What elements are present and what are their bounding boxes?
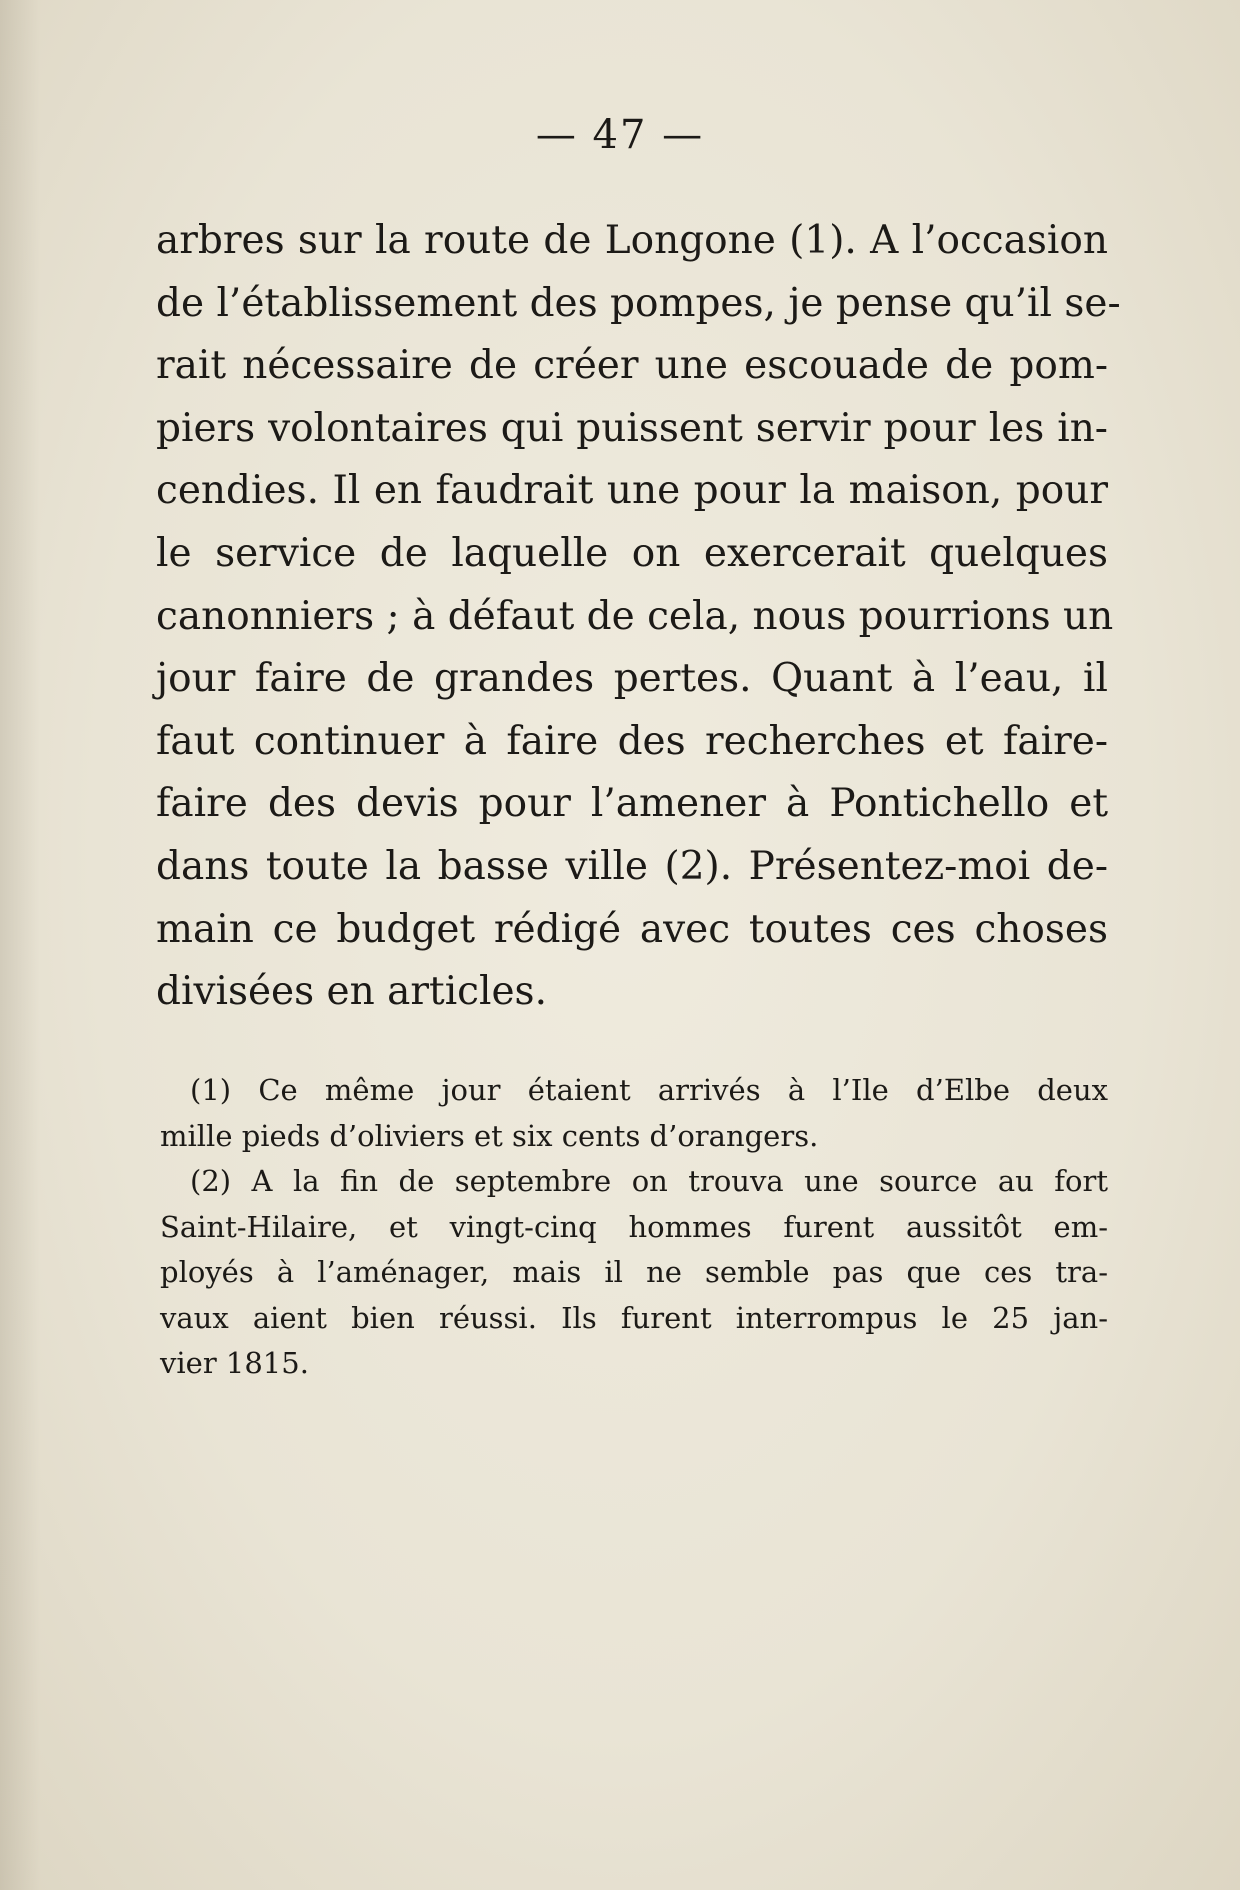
page-edge-shadow <box>0 0 40 1890</box>
paragraph-line: canonniers ; à défaut de cela, nous pourrions un <box>156 593 1114 639</box>
paragraph-line: rait nécessaire de créer une escouade de pom- <box>156 343 1108 389</box>
footnote-2-line: vier 1815. <box>160 1346 309 1380</box>
main-paragraph <box>156 210 1121 1024</box>
footnote-2-line: Saint-Hilaire, et vingt-cinq hommes furent aussitôt em- <box>160 1209 1108 1244</box>
paragraph-line: divisées en articles. <box>156 969 547 1015</box>
paragraph-line: de l’établissement des pompes, je pense qu’il se- <box>156 280 1121 326</box>
footnote-1-line: (1) Ce même jour étaient arrivés à l’Ile d’Elbe deux <box>190 1073 1108 1107</box>
paragraph-line: cendies. Il en faudrait une pour la maison, pour <box>156 468 1108 514</box>
paragraph-line: faire des devis pour l’amener à Pontichello et <box>156 781 1108 827</box>
footnote-2-line: vaux aient bien réussi. Ils furent interrompus le 25 jan- <box>160 1300 1108 1335</box>
paragraph-line: dans toute la basse ville (2). Présentez-moi de- <box>156 843 1108 889</box>
paragraph-line: jour faire de grandes pertes. Quant à l’eau, il <box>156 656 1108 702</box>
paragraph-line: main ce budget rédigé avec toutes ces choses <box>156 906 1108 952</box>
paragraph-line: piers volontaires qui puissent servir pour les in- <box>156 405 1108 451</box>
page-number: — 47 — <box>535 112 705 158</box>
paragraph-line: le service de laquelle on exercerait quelques <box>156 530 1108 576</box>
paragraph-line: arbres sur la route de Longone (1). A l’occasion <box>156 218 1108 263</box>
footnote-1-line: mille pieds d’oliviers et six cents d’orangers. <box>160 1118 819 1153</box>
footnotes <box>160 1068 1108 1387</box>
paragraph-line: faut continuer à faire des recherches et faire- <box>156 718 1108 764</box>
footnote-2-line: ployés à l’aménager, mais il ne semble pas que ces tra- <box>160 1255 1108 1289</box>
footnote-2-line: (2) A la fin de septembre on trouva une source au fort <box>190 1164 1108 1198</box>
